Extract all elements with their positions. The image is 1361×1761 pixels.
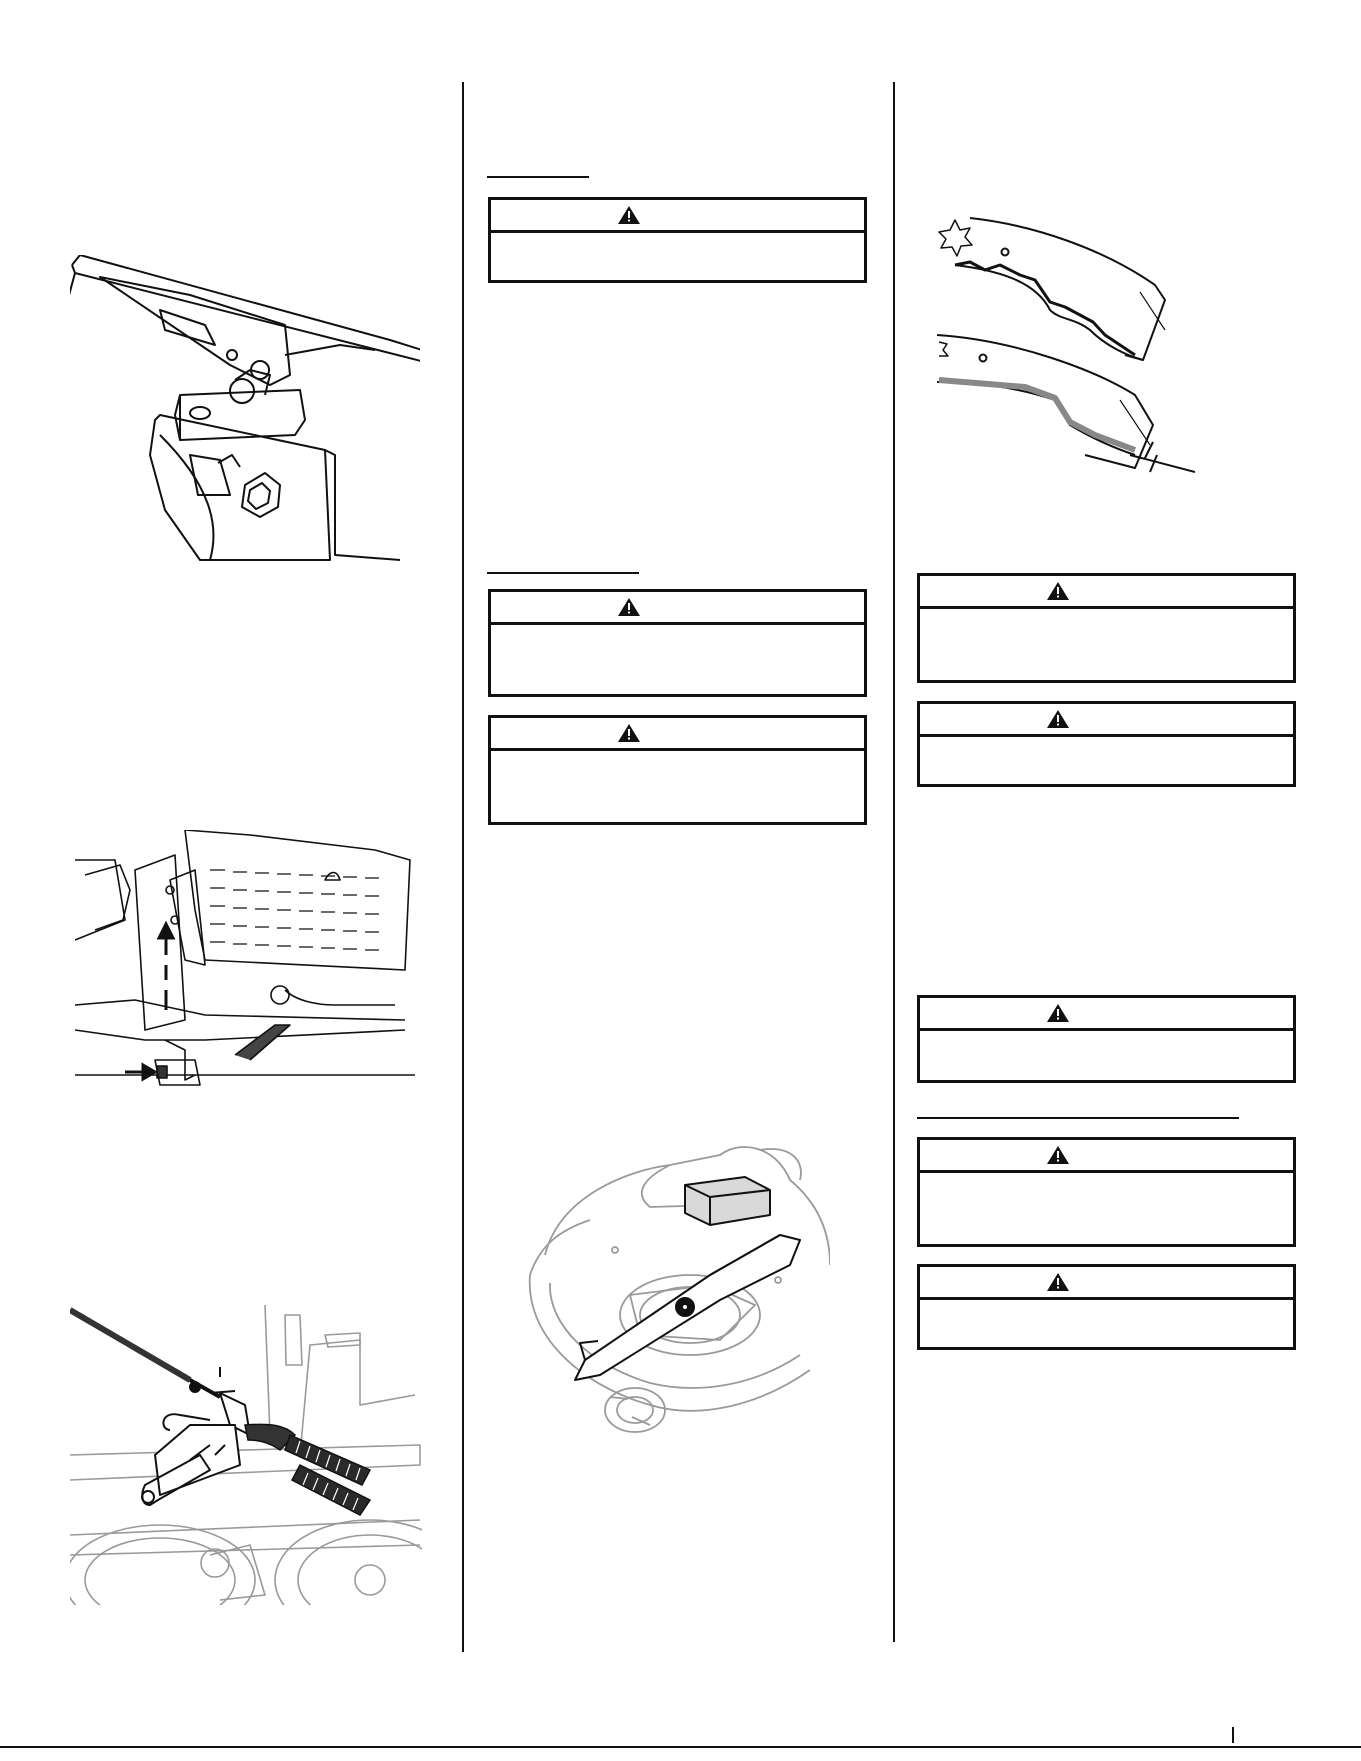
warning-triangle-icon [618,598,640,616]
warning-box [488,197,867,283]
warning-box [917,995,1296,1083]
warning-header [491,200,864,233]
warning-triangle-icon [618,206,640,224]
warning-box [917,1264,1296,1350]
warning-box [488,715,867,825]
warning-triangle-icon [1047,710,1069,728]
warning-header [920,998,1293,1031]
figure-deck-lift-link [75,830,415,1115]
warning-header [920,1267,1293,1300]
figure-pto-cable-springs [70,1305,422,1605]
section-heading-underline [917,1117,1239,1119]
warning-triangle-icon [1047,1273,1069,1291]
footer-rule [0,1746,1361,1748]
warning-header [920,576,1293,609]
page-number-mark [1232,1727,1234,1743]
warning-header [491,718,864,751]
section-heading-underline [487,176,589,178]
section-heading-underline [487,572,639,574]
column-divider-left [462,82,464,1652]
warning-triangle-icon [1047,1004,1069,1022]
warning-box [917,573,1296,683]
figure-deck-hanger-bracket [70,255,420,575]
warning-header [920,704,1293,737]
figure-blade-wear-comparison [925,210,1195,490]
warning-header [491,592,864,625]
warning-triangle-icon [1047,1146,1069,1164]
warning-box [917,701,1296,787]
warning-triangle-icon [1047,582,1069,600]
warning-header [920,1140,1293,1173]
warning-box [917,1137,1296,1247]
figure-blade-wood-block [520,1135,830,1440]
column-divider-right [893,82,895,1642]
warning-triangle-icon [618,724,640,742]
warning-box [488,589,867,697]
